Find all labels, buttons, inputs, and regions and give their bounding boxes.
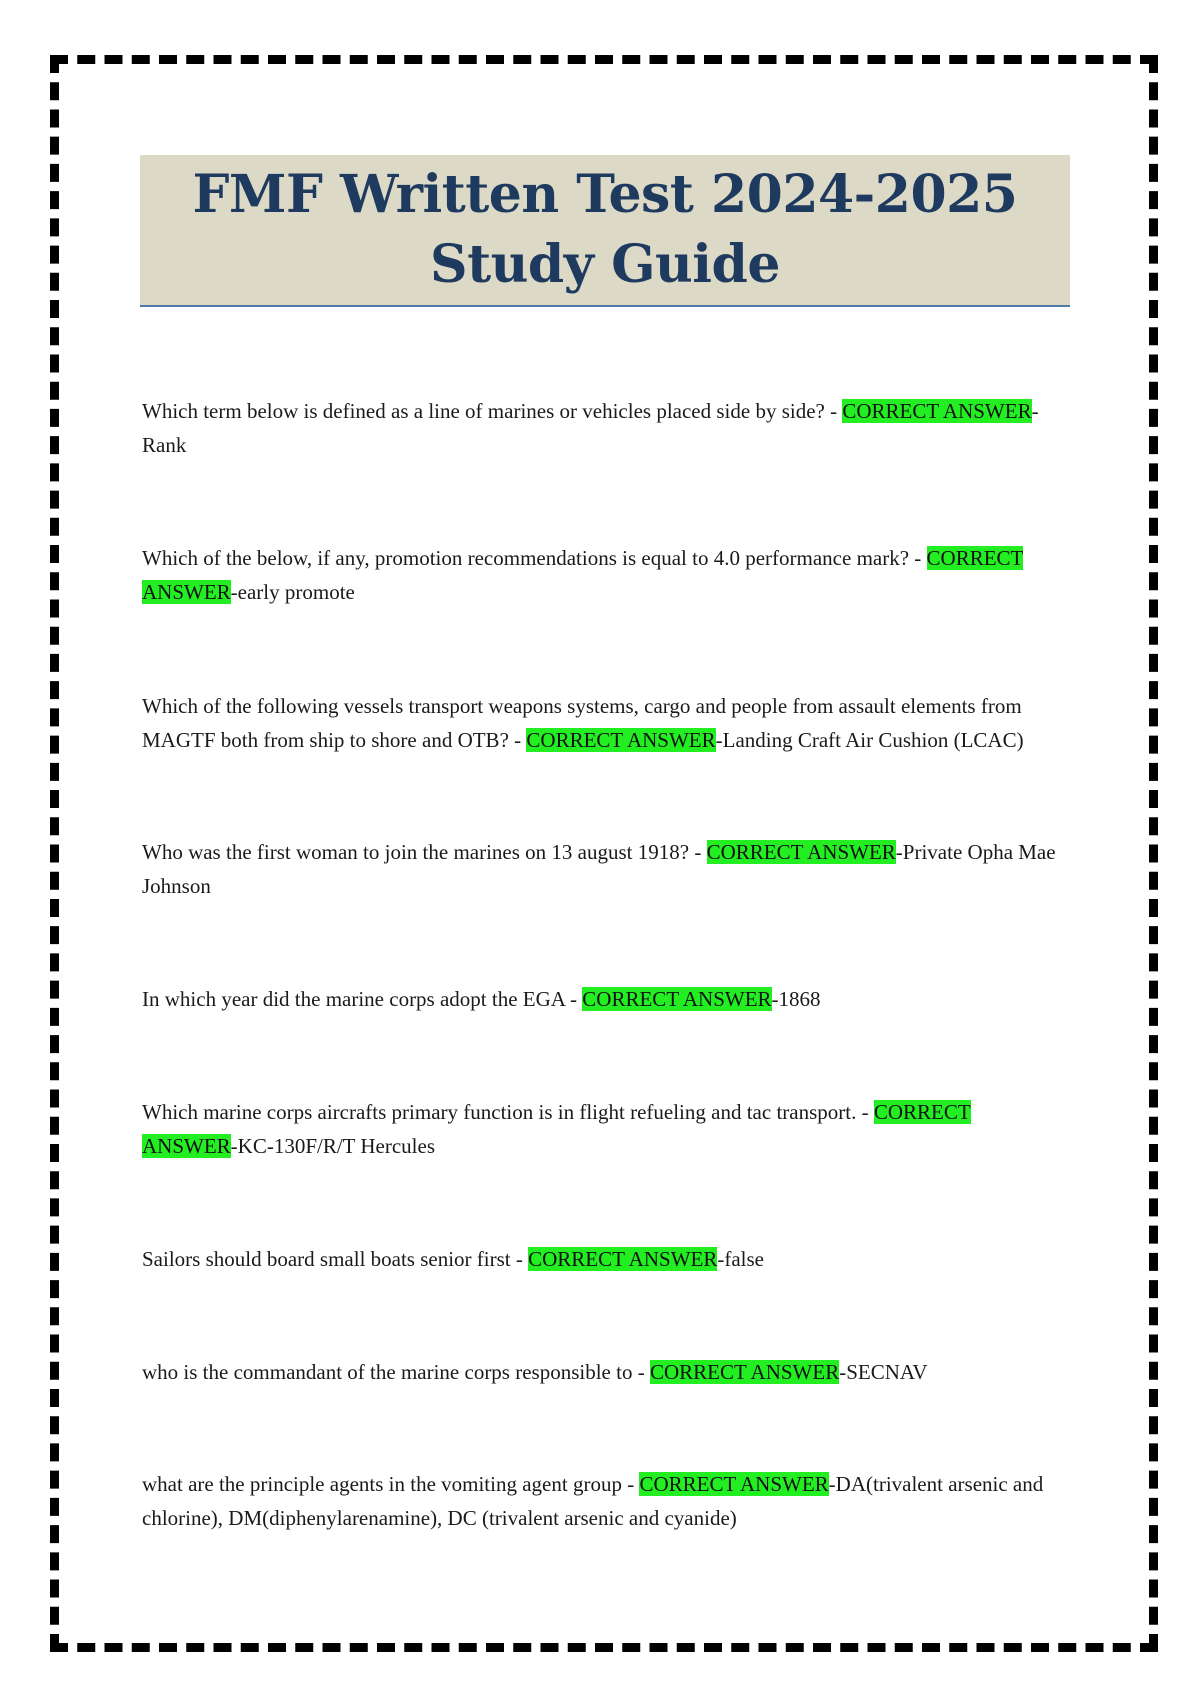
question-text: Which of the following vessels transport weapons systems, cargo and people from assault elements from MAGTF both from ship to shore and OTB? - (142, 694, 1022, 752)
question-text: what are the principle agents in the vomiting agent group - (142, 1472, 640, 1496)
correct-answer-marker: CORRECT ANSWER (528, 1247, 718, 1271)
qa-item (142, 835, 1062, 903)
question-text: Which marine corps aircrafts primary function is in flight refueling and tac transport. - (142, 1100, 874, 1124)
question-text: Who was the first woman to join the marines on 13 august 1918? - (142, 840, 707, 864)
answer-text: -false (717, 1247, 764, 1271)
answer-text: -1868 (771, 987, 821, 1011)
document-title: FMF Written Test 2024-2025 Study Guide (192, 164, 1018, 295)
qa-item (142, 1095, 1062, 1163)
answer-text: -Rank (142, 399, 1039, 457)
answer-text: -KC-130F/R/T Hercules (230, 1134, 436, 1158)
question-text: Sailors should board small boats senior first - (142, 1247, 529, 1271)
qa-item (142, 541, 1062, 609)
question-text: In which year did the marine corps adopt the EGA - (142, 987, 583, 1011)
qa-item (142, 394, 1062, 462)
correct-answer-marker: CORRECT ANSWER (639, 1472, 829, 1496)
qa-item (142, 689, 1062, 757)
correct-answer-marker: CORRECT ANSWER (842, 399, 1032, 423)
answer-text: -DA(trivalent arsenic and chlorine), DM(diphenylarenamine), DC (trivalent arsenic and cyanide) (142, 1472, 1044, 1530)
correct-answer-marker: CORRECT ANSWER (649, 1360, 840, 1384)
qa-item (142, 1242, 1062, 1276)
correct-answer-marker: CORRECT ANSWER (706, 840, 896, 864)
question-text: Which of the below, if any, promotion recommendations is equal to 4.0 performance mark? - (142, 546, 927, 570)
correct-answer-marker: CORRECT ANSWER (526, 728, 716, 752)
question-text: who is the commandant of the marine corps responsible to - (142, 1360, 650, 1384)
qa-item (142, 982, 1062, 1016)
qa-item (142, 1467, 1062, 1535)
correct-answer-marker: CORRECT ANSWER (142, 1100, 971, 1158)
answer-text: -early promote (230, 580, 355, 604)
answer-text: -Private Opha Mae Johnson (142, 840, 1056, 898)
title-banner (140, 155, 1070, 307)
qa-item (142, 1355, 1062, 1389)
answer-text: -SECNAV (839, 1360, 928, 1384)
answer-text: -Landing Craft Air Cushion (LCAC) (715, 728, 1024, 752)
question-text: Which term below is defined as a line of marines or vehicles placed side by side? - (142, 399, 843, 423)
correct-answer-marker: CORRECT ANSWER (142, 546, 1024, 604)
correct-answer-marker: CORRECT ANSWER (582, 987, 772, 1011)
